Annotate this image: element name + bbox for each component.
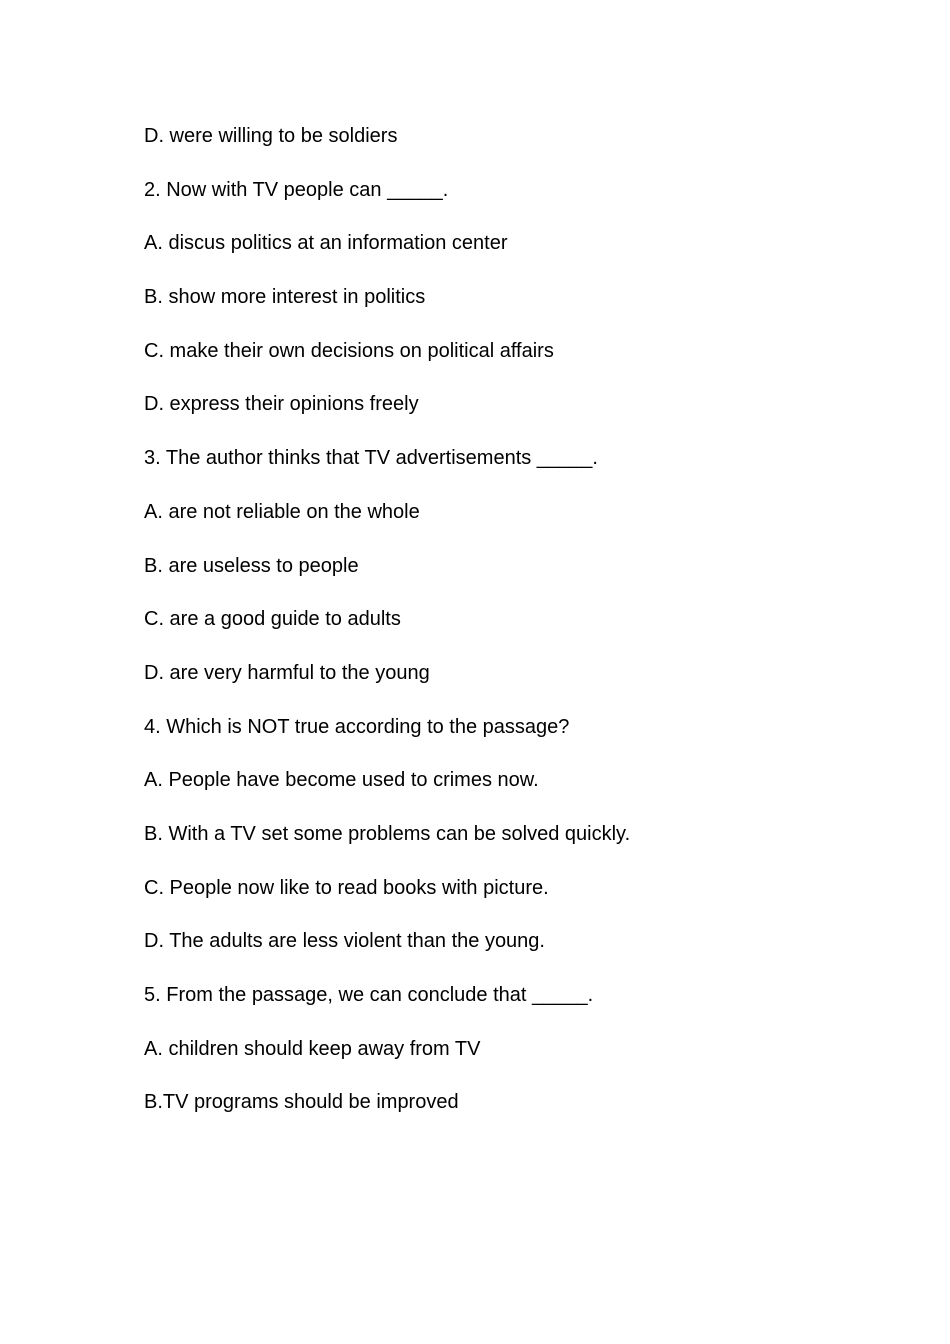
- option-line: A. discus politics at an information center: [144, 232, 508, 255]
- option-line: B. are useless to people: [144, 554, 359, 577]
- option-line: A. children should keep away from TV: [144, 1037, 481, 1060]
- option-line: C. are a good guide to adults: [144, 608, 401, 631]
- question-line: 4. Which is NOT true according to the passage?: [144, 715, 570, 738]
- option-line: A. are not reliable on the whole: [144, 500, 420, 523]
- option-line: C. People now like to read books with picture.: [144, 876, 549, 899]
- question-line: 5. From the passage, we can conclude that _____.: [144, 984, 594, 1006]
- question-line: 3. The author thinks that TV advertisements _____.: [144, 447, 598, 470]
- option-line: B.TV programs should be improved: [144, 1091, 459, 1114]
- question-line: 2. Now with TV people can _____.: [144, 178, 449, 201]
- option-line: D. The adults are less violent than the young.: [144, 930, 545, 953]
- option-line: D. are very harmful to the young: [144, 661, 430, 684]
- option-line: B. show more interest in politics: [144, 286, 426, 309]
- option-line: D. were willing to be soldiers: [144, 125, 398, 147]
- option-line: C. make their own decisions on political affairs: [144, 339, 554, 362]
- option-line: D. express their opinions freely: [144, 393, 419, 416]
- option-line: B. With a TV set some problems can be solved quickly.: [144, 822, 631, 845]
- question-list: [144, 121, 630, 1141]
- option-line: A. People have become used to crimes now.: [144, 769, 539, 792]
